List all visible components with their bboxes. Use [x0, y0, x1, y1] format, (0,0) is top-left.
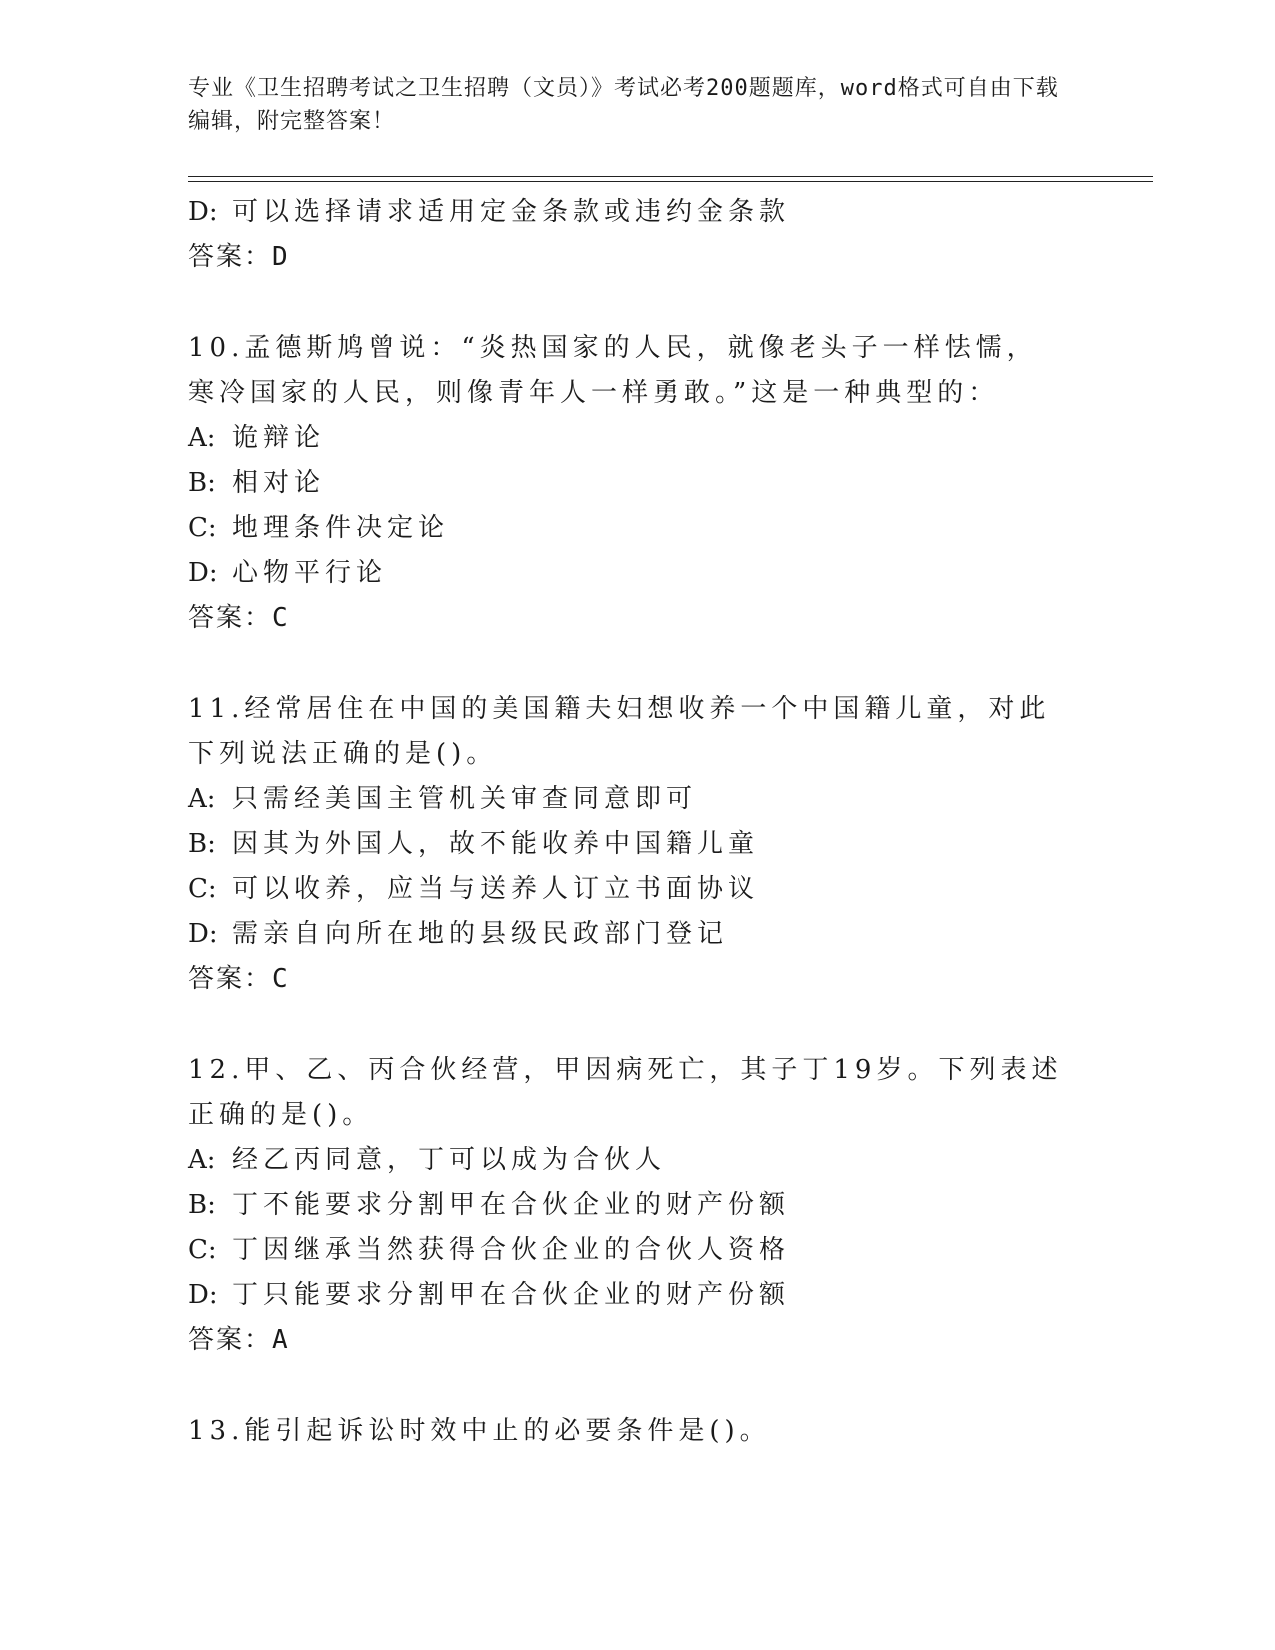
question-number: 10. — [188, 333, 245, 363]
option-c — [188, 1228, 1088, 1273]
option-text: 只需经美国主管机关审查同意即可 — [232, 784, 698, 814]
document-header: 专业《卫生招聘考试之卫生招聘（文员）》考试必考200题题库，word格式可自由下载编辑，附完整答案！ — [188, 76, 1059, 134]
answer-value: D — [272, 242, 290, 272]
option-d — [188, 190, 1088, 235]
option-text: 地理条件决定论 — [232, 513, 450, 543]
question-text: 甲、乙、丙合伙经营，甲因病死亡，其子丁19岁。下列表述正确的是()。 — [188, 1055, 1063, 1130]
option-c — [188, 506, 1088, 551]
option-key: A: — [188, 784, 216, 814]
option-key: C: — [188, 874, 217, 904]
option-key: B: — [188, 468, 216, 498]
header-rule-top — [188, 176, 1153, 177]
option-key: B: — [188, 1190, 216, 1220]
question-stem — [188, 1409, 1068, 1454]
option-text: 丁不能要求分割甲在合伙企业的财产份额 — [232, 1190, 791, 1220]
option-key: D: — [188, 919, 218, 949]
option-a — [188, 416, 1088, 461]
answer-label: 答案： — [188, 603, 273, 633]
answer-value: C — [272, 603, 290, 633]
option-text: 丁只能要求分割甲在合伙企业的财产份额 — [232, 1280, 791, 1310]
answer-line — [188, 1318, 1088, 1363]
option-a — [188, 1138, 1088, 1183]
question-12 — [188, 1048, 1088, 1363]
answer-label: 答案： — [188, 964, 273, 994]
question-stem — [188, 1048, 1068, 1138]
question-stem — [188, 687, 1068, 777]
question-content — [188, 190, 1088, 1454]
option-text: 心物平行论 — [232, 558, 388, 588]
answer-line — [188, 235, 1088, 280]
option-key: A: — [188, 423, 216, 453]
question-text: 经常居住在中国的美国籍夫妇想收养一个中国籍儿童，对此下列说法正确的是()。 — [188, 694, 1051, 769]
question-text: 能引起诉讼时效中止的必要条件是()。 — [244, 1416, 771, 1446]
option-text: 经乙丙同意，丁可以成为合伙人 — [232, 1145, 667, 1175]
option-text: 相对论 — [232, 468, 326, 498]
question-number: 13. — [188, 1416, 245, 1446]
answer-label: 答案： — [188, 242, 273, 272]
answer-line — [188, 596, 1088, 641]
option-key: D: — [188, 1280, 218, 1310]
option-key: A: — [188, 1145, 216, 1175]
question-number: 12. — [188, 1055, 245, 1085]
answer-value: A — [272, 1325, 290, 1355]
option-d — [188, 551, 1088, 596]
option-key: D: — [188, 197, 218, 227]
question-text: 孟德斯鸠曾说：“炎热国家的人民，就像老头子一样怯懦，寒冷国家的人民，则像青年人一样勇敢。”这是一种典型的： — [188, 333, 1038, 408]
question-11 — [188, 687, 1088, 1002]
header-rule-bottom — [188, 181, 1153, 182]
option-key: C: — [188, 513, 217, 543]
option-b — [188, 461, 1088, 506]
answer-line — [188, 957, 1088, 1002]
option-b — [188, 1183, 1088, 1228]
option-d — [188, 912, 1088, 957]
option-key: C: — [188, 1235, 217, 1265]
answer-value: C — [272, 964, 290, 994]
option-a — [188, 777, 1088, 822]
question-10 — [188, 326, 1088, 641]
option-d — [188, 1273, 1088, 1318]
option-c — [188, 867, 1088, 912]
option-text: 因其为外国人，故不能收养中国籍儿童 — [232, 829, 760, 859]
option-b — [188, 822, 1088, 867]
question-stem — [188, 326, 1068, 416]
question-13 — [188, 1409, 1088, 1454]
option-text: 可以收养，应当与送养人订立书面协议 — [232, 874, 760, 904]
option-text: 需亲自向所在地的县级民政部门登记 — [232, 919, 729, 949]
option-text: 丁因继承当然获得合伙企业的合伙人资格 — [232, 1235, 791, 1265]
option-key: B: — [188, 829, 216, 859]
question-number: 11. — [188, 694, 245, 724]
option-text: 诡辩论 — [232, 423, 326, 453]
option-text: 可以选择请求适用定金条款或违约金条款 — [232, 197, 791, 227]
answer-label: 答案： — [188, 1325, 273, 1355]
option-key: D: — [188, 558, 218, 588]
